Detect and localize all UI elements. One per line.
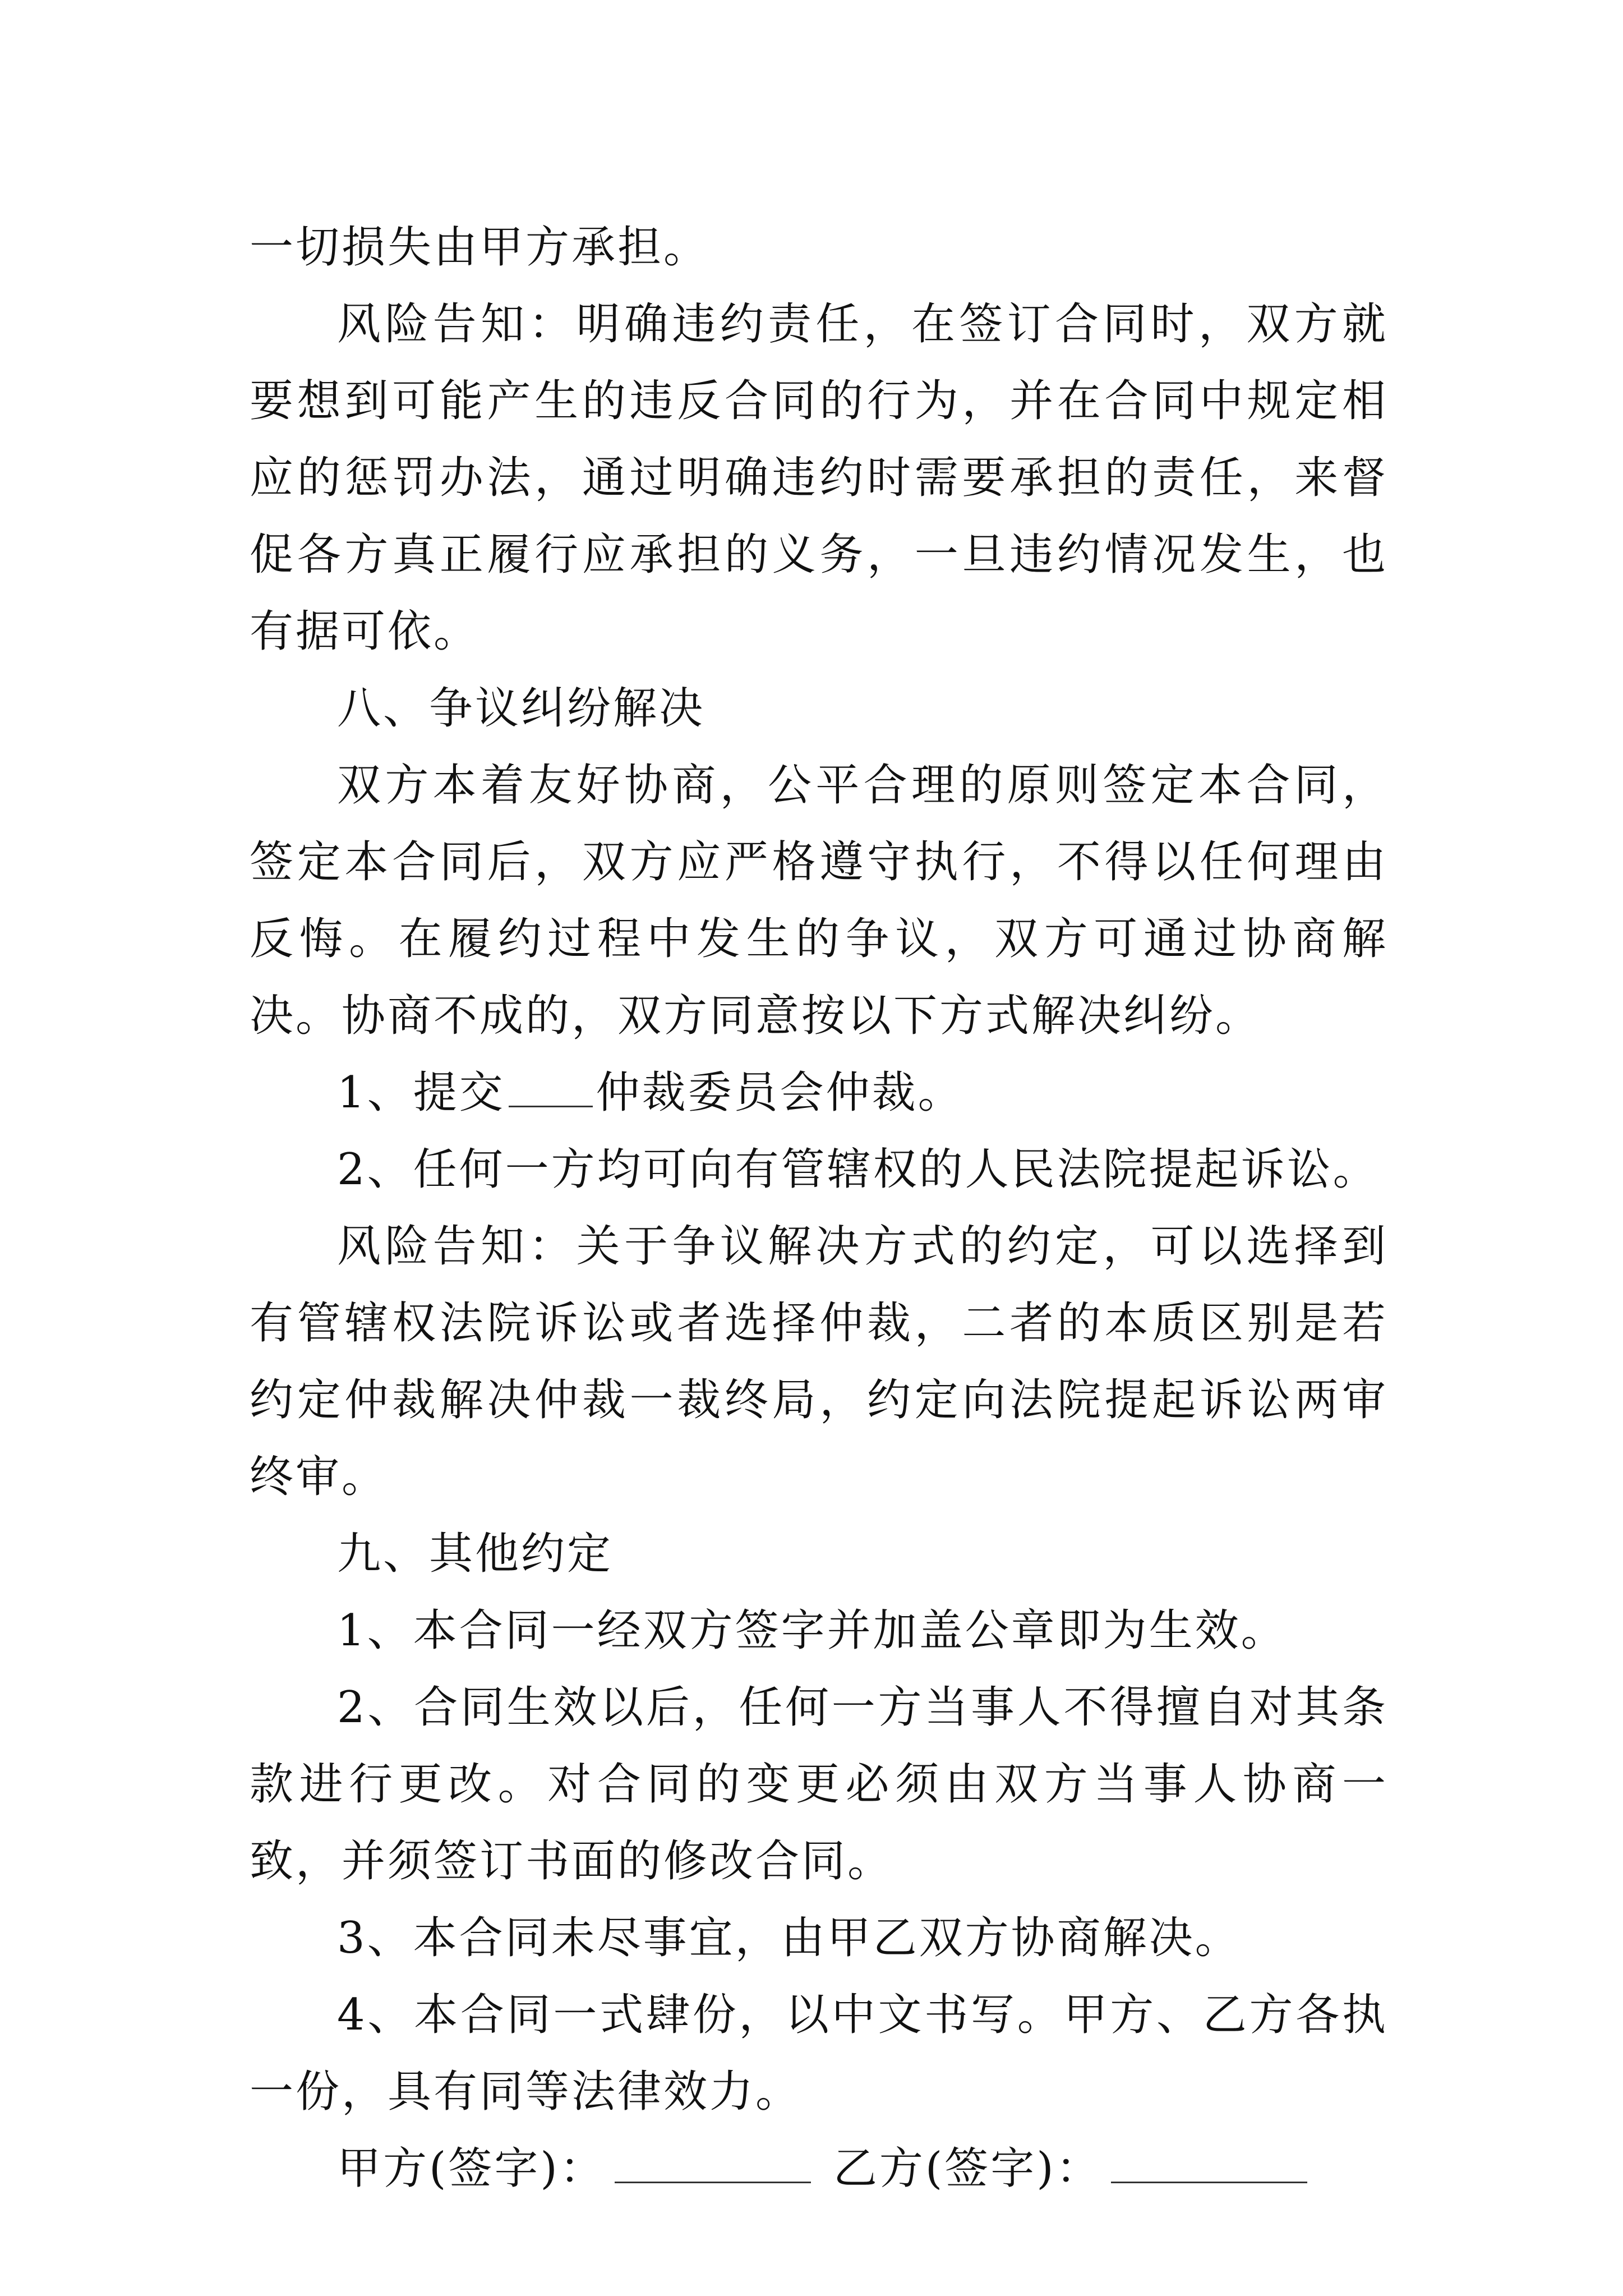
section-heading-other-terms: 九、其他约定: [337, 1529, 614, 1579]
party-a-signature-blank[interactable]: [615, 2142, 811, 2183]
paragraph-risk-notice-dispute: 风险告知：关于争议解决方式的约定，可以选择到有管辖权法院诉讼或者选择仲裁，二者的本质区别是若约定仲裁解决仲裁一裁终局，约定向法院提起诉讼两审终审。: [250, 1221, 1388, 1502]
party-b-signature-label: 乙方(签字)：: [833, 2143, 1102, 2194]
paragraph-copies-clause: 4、本合同一式肆份，以中文书写。甲方、乙方各执一份，具有同等法律效力。: [250, 1990, 1388, 2117]
arbitration-committee-blank[interactable]: [509, 1066, 593, 1107]
arbitration-prefix: 1、提交: [337, 1068, 505, 1118]
arbitration-suffix: 仲裁委员会仲裁。: [596, 1068, 964, 1118]
paragraph-unresolved-matters: 3、本合同未尽事宜，由甲乙双方协商解决。: [337, 1913, 1241, 1963]
paragraph-risk-notice-breach: 风险告知：明确违约责任，在签订合同时，双方就要想到可能产生的违反合同的行为，并在合同中规定相应的惩罚办法，通过明确违约时需要承担的责任，来督促各方真正履行应承担的义务，一旦违约情况发生，也有据可依。: [250, 299, 1388, 657]
paragraph-loss-liability: 一切损失由甲方承担。: [250, 222, 710, 273]
signature-row: [250, 2131, 1388, 2207]
party-b-signature-blank[interactable]: [1111, 2142, 1307, 2183]
paragraph-dispute-principles: 双方本着友好协商，公平合理的原则签定本合同，签定本合同后，双方应严格遵守执行，不得以任何理由反悔。在履约过程中发生的争议，双方可通过协商解决。协商不成的，双方同意按以下方式解决纠纷。: [250, 760, 1388, 1041]
section-heading-dispute-resolution: 八、争议纠纷解决: [337, 683, 706, 734]
paragraph-arbitration-option: [250, 1055, 1388, 1131]
paragraph-litigation-option: 2、任何一方均可向有管辖权的人民法院提起诉讼。: [337, 1144, 1379, 1195]
paragraph-effective-clause: 1、本合同一经双方签字并加盖公章即为生效。: [337, 1605, 1287, 1656]
paragraph-modification-clause: 2、合同生效以后，任何一方当事人不得擅自对其条款进行更改。对合同的变更必须由双方当事人协商一致，并须签订书面的修改合同。: [250, 1682, 1388, 1887]
contract-body: [250, 209, 1388, 2207]
party-a-signature-label: 甲方(签字)：: [337, 2143, 606, 2194]
